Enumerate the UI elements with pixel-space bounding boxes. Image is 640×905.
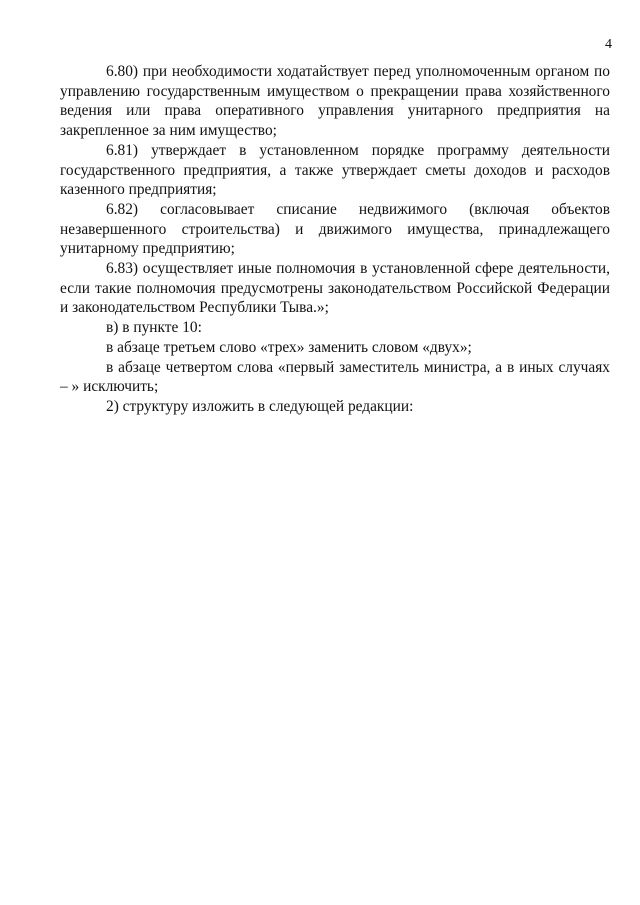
document-body [60,62,610,417]
paragraph-6-80: 6.80) при необходимости ходатайствует перед уполномоченным органом по управлению государственным имуществом о прекращении права хозяйственного ведения или права оперативного управления унитарного предприятия на закрепленное за ним имущество; [60,63,610,140]
paragraph-6-82: 6.82) согласовывает списание недвижимого (включая объектов незавершенного строительства) и движимого имущества, принадлежащего унитарному предприятию; [60,200,610,258]
paragraph-fourth-abzac: в абзаце четвертом слова «первый заместитель министра, а в иных случаях – » исключить; [60,358,610,396]
page-number: 4 [605,37,612,52]
paragraph-6-83: 6.83) осуществляет иные полномочия в установленной сфере деятельности, если такие полномочия предусмотрены законодательством Российской Федерации и законодательством Республики Тыва.»; [60,260,610,317]
paragraph-item-v: в) в пункте 10: [106,319,202,337]
paragraph-structure: 2) структуру изложить в следующей редакции: [106,397,414,415]
paragraph-third-abzac: в абзаце третьем слово «трех» заменить словом «двух»; [106,338,472,356]
paragraph-6-81: 6.81) утверждает в установленном порядке программу деятельности государственного предприятия, а также утверждает сметы доходов и расходов казенного предприятия; [60,141,610,199]
